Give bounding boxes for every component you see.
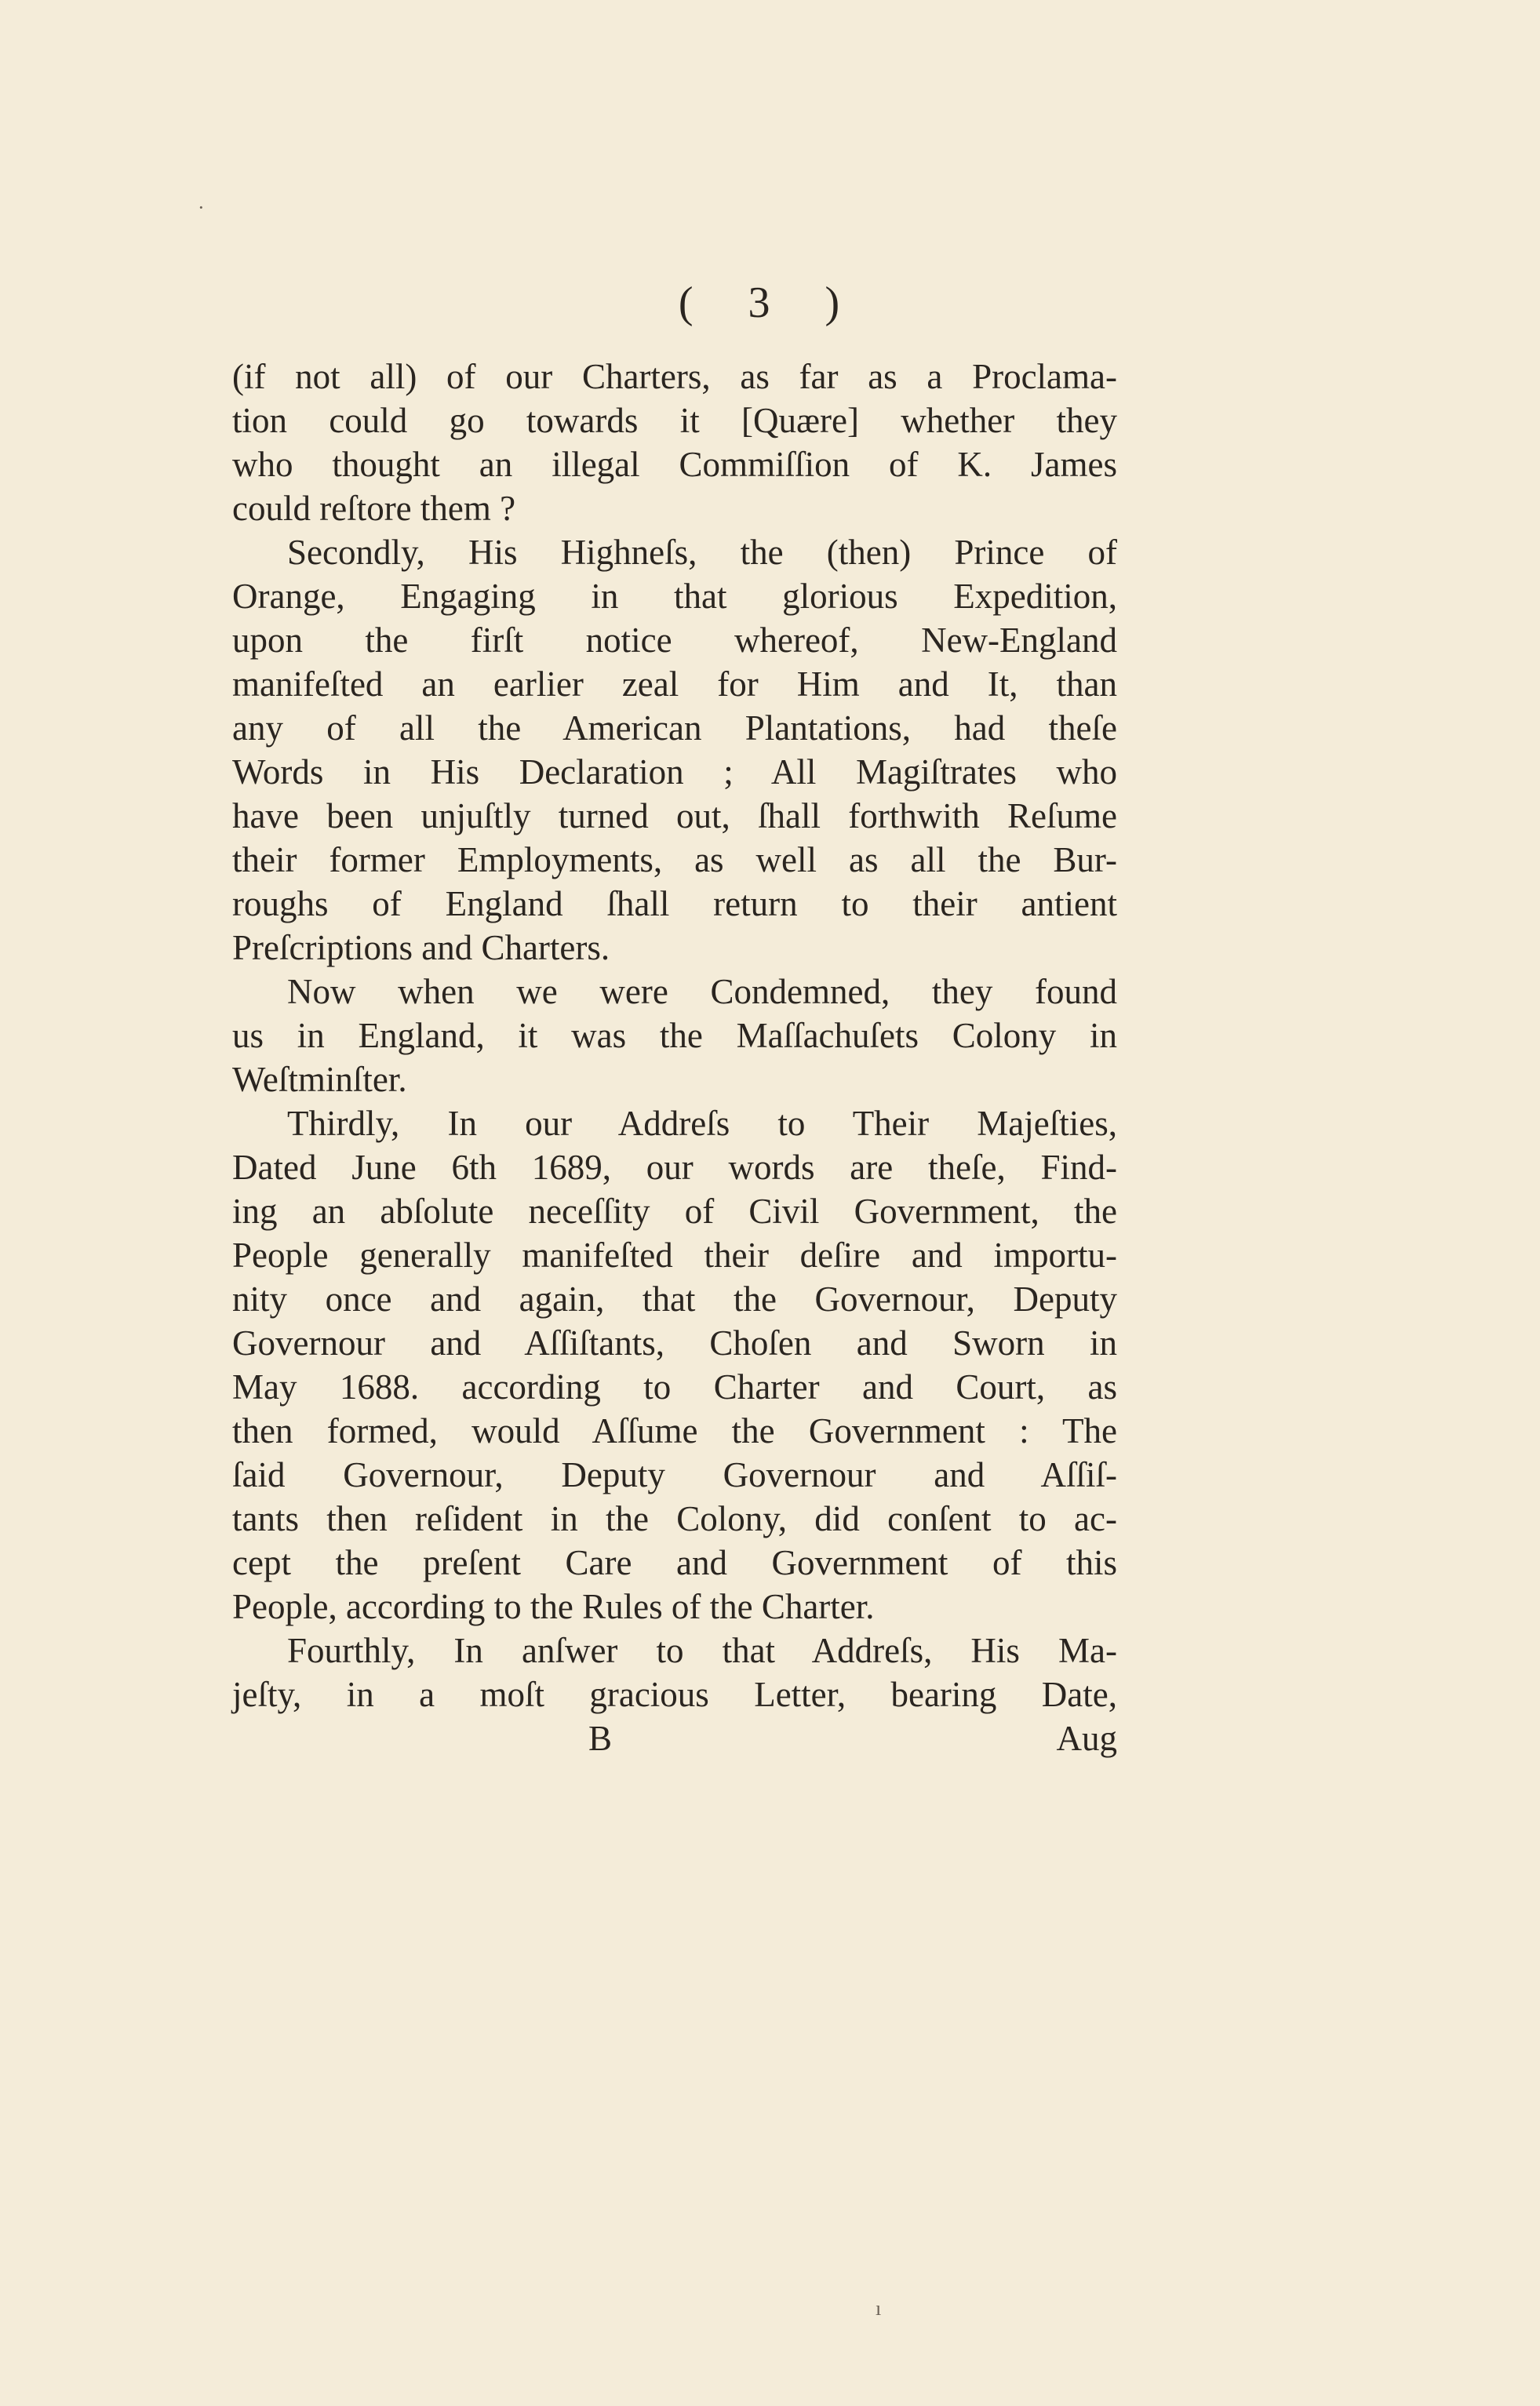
text-line: cept the preſent Care and Government of this [232, 1543, 1117, 1582]
text-line: their former Employments, as well as all the Bur- [232, 840, 1117, 879]
text-line: People generally manifeſted their deſire and importu- [232, 1236, 1117, 1275]
text-line: any of all the American Plantations, had theſe [232, 708, 1117, 748]
signature-mark: B [588, 1719, 613, 1758]
text-line: May 1688. according to Charter and Court, as [232, 1367, 1117, 1407]
text-line: Now when we were Condemned, they found [287, 972, 1117, 1011]
text-line: Governour and Aſſiſtants, Choſen and Sworn in [232, 1323, 1117, 1363]
text-line: jeſty, in a moſt gracious Letter, bearing Date, [232, 1675, 1117, 1714]
text-line: then formed, would Aſſume the Government : The [232, 1411, 1117, 1451]
text-line: upon the firſt notice whereof, New-England [232, 621, 1117, 660]
text-line: us in England, it was the Maſſachuſets Colony in [232, 1016, 1117, 1055]
text-line: tion could go towards it [Quære] whether they [232, 401, 1117, 440]
text-line: People, according to the Rules of the Charter. [232, 1587, 875, 1626]
text-line: tants then reſident in the Colony, did conſent to ac- [232, 1499, 1117, 1538]
body-text [232, 355, 1117, 1760]
text-line: ſaid Governour, Deputy Governour and Aſſiſ- [232, 1455, 1117, 1494]
text-line: Words in His Declaration ; All Magiſtrates who [232, 752, 1117, 792]
text-line: Secondly, His Highneſs, the (then) Prince of [287, 533, 1117, 572]
text-line: Orange, Engaging in that glorious Expedition, [232, 577, 1117, 616]
text-line: nity once and again, that the Governour, Deputy [232, 1279, 1117, 1319]
text-line: (if not all) of our Charters, as far as a Proclama- [232, 357, 1117, 396]
text-line: Fourthly, In anſwer to that Addreſs, His Ma- [287, 1631, 1117, 1670]
text-line: Dated June 6th 1689, our words are theſe, Find- [232, 1148, 1117, 1187]
text-line: roughs of England ſhall return to their antient [232, 884, 1117, 923]
text-line: manifeſted an earlier zeal for Him and It, than [232, 664, 1117, 704]
text-line: Thirdly, In our Addreſs to Their Majeſties, [287, 1104, 1117, 1143]
text-line: have been unjuſtly turned out, ſhall forthwith Reſume [232, 796, 1117, 835]
text-line: who thought an illegal Commiſſion of K. James [232, 445, 1117, 484]
document-page: · ı ( 3 ) (if not all) of our Charters, as far as a Proclama- tion could go towards it [Quære] whether they who thought an illegal Commiſſion of K. James could reſtore them ? Secondly, His Highneſs, the (then) Prince of Orange, Engaging in that glorious Expedition, upon the firſt notice whereof, New-England manifeſted an earlier zeal for Him and It, than any of all the American Plantations, had theſe Words in His Declaration ; All Magiſtrates who have been unjuſtly turned out, ſhall forthwith Reſume their former Employments, as well as all the Bur- roughs of England ſhall return to their antient Preſcriptions and Charters. Now when we were Condemned, they found us in England, it was the Maſſachuſets Colony in Weſtminſter. Thirdly, In our Addreſs to Their Majeſties, Dated June 6th 1689, our words are theſe, Find- ing an abſolute neceſſity of Civil Government, the People generally manifeſted their deſire and importu- nity once and again, that the Governour, Deputy Governour and Aſſiſtants, Choſen and Sworn in May 1688. according to Charter and Court, as then formed, would Aſſume the Government : The ſaid Governour, Deputy Governour and Aſſiſ- tants then reſident in the Colony, did conſent to ac- cept the preſent Care and Government of this People, according to the Rules of the Charter. Fourthly, In anſwer to that Addreſs, His Ma- jeſty, in a moſt gracious Letter, bearing Date, B Aug [0, 0, 1540, 2406]
catchword: Aug [1056, 1719, 1117, 1758]
page-number: ( 3 ) [678, 278, 862, 327]
text-line: ing an abſolute neceſſity of Civil Government, the [232, 1192, 1117, 1231]
text-line: Preſcriptions and Charters. [232, 928, 610, 967]
footer-line [232, 1716, 1117, 1760]
text-line: Weſtminſter. [232, 1060, 407, 1099]
text-line: could reſtore them ? [232, 489, 516, 528]
